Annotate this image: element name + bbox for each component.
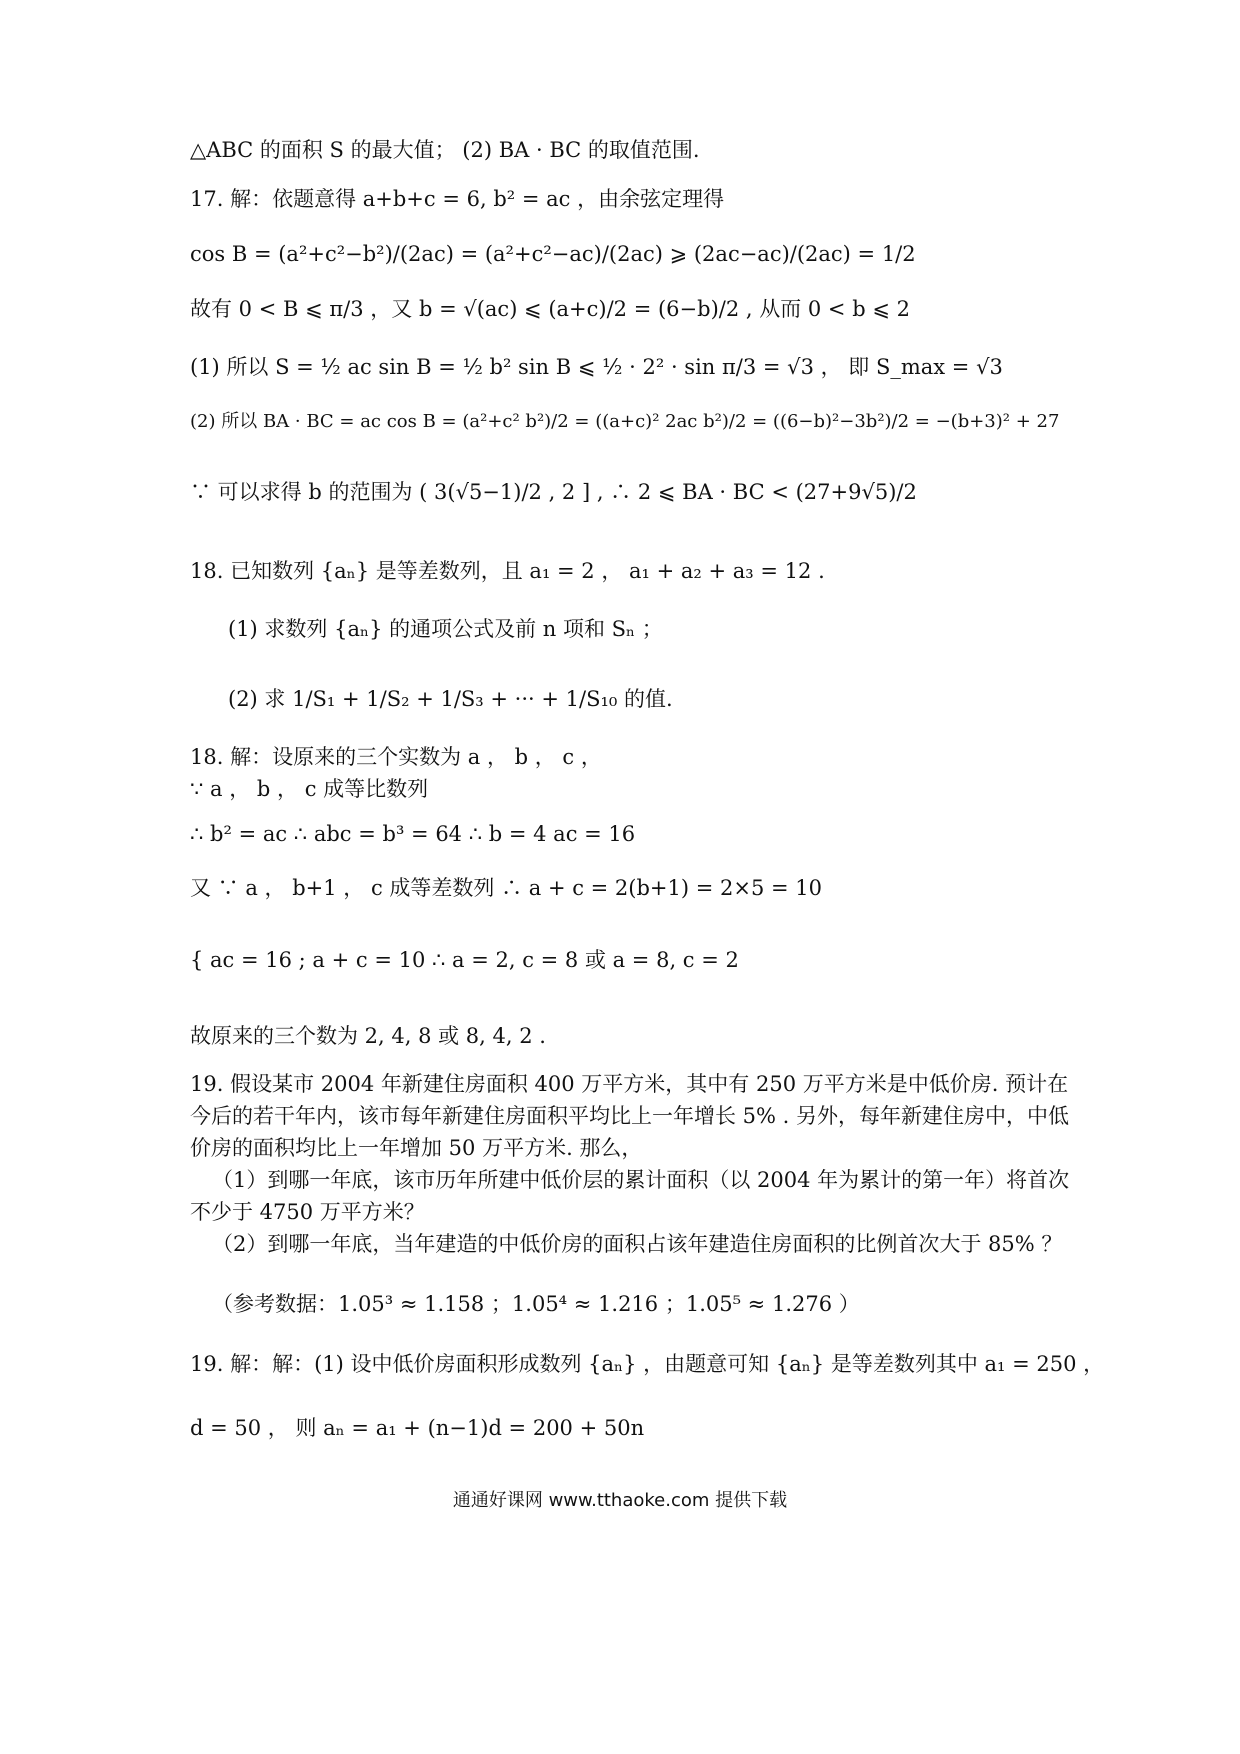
solution-18-line: ∵ a ， b ， c 成等比数列 [190,777,429,801]
solution-18-conclusion: 故原来的三个数为 2, 4, 8 或 8, 4, 2 . [190,1024,546,1048]
solution-18-system: { ac = 16 ; a + c = 10 ∴ a = 2, c = 8 或 a = 8, c = 2 [190,948,739,972]
question-19-text: 19. 假设某市 2004 年新建住房面积 400 万平方米，其中有 250 万平方米是中低价房. 预计在今后的若干年内，该市每年新建住房面积平均比上一年增长 5% . 另外，每年新建住房中，中低价房的面积均比上一年增加 50 万平方米. 那么， [190,1072,1070,1160]
text-line: △ABC 的面积 S 的最大值； (2) BA · BC 的取值范围. [190,138,700,162]
formula-line: (2) 所以 BA · BC = ac cos B = (a²+c² b²)/2 = ((a+c)² 2ac b²)/2 = ((6−b)²−3b²)/2 = −(b+3)² + 27 [190,411,1060,432]
question-18-title: 18. 已知数列 {aₙ} 是等差数列，且 a₁ = 2 ， a₁ + a₂ + a₃ = 12 . [190,559,825,583]
question-18-part2: (2) 求 1/S₁ + 1/S₂ + 1/S₃ + ··· + 1/S₁₀ 的值. [228,687,673,711]
formula-line: ∵ 可以求得 b 的范围为 ( 3(√5−1)/2 , 2 ] , ∴ 2 ⩽ BA · BC < (27+9√5)/2 [190,480,917,504]
text-line: 17. 解：依题意得 a+b+c = 6, b² = ac ，由余弦定理得 [190,187,725,211]
solution-19-line: d = 50 ， 则 aₙ = a₁ + (n−1)d = 200 + 50n [190,1416,645,1440]
solution-18-line: 18. 解：设原来的三个实数为 a ， b ， c ， [190,745,602,769]
question-19-part1: （1）到哪一年底，该市历年所建中低价层的累计面积（以 2004 年为累计的第一年）将首次不少于 4750 万平方米？ [190,1168,1070,1224]
formula-line: cos B = (a²+c²−b²)/(2ac) = (a²+c²−ac)/(2ac) ⩾ (2ac−ac)/(2ac) = 1/2 [190,242,916,266]
solution-18-line: 又 ∵ a ， b+1 ， c 成等差数列 ∴ a + c = 2(b+1) = 2×5 = 10 [190,876,823,900]
solution-19-line: 19. 解：解：(1) 设中低价房面积形成数列 {aₙ} ，由题意可知 {aₙ} 是等差数列其中 a₁ = 250 ， [190,1352,1105,1376]
question-18-part1: (1) 求数列 {aₙ} 的通项公式及前 n 项和 Sₙ ； [228,617,663,641]
solution-18-line: ∴ b² = ac ∴ abc = b³ = 64 ∴ b = 4 ac = 16 [190,822,636,846]
reference-data: （参考数据：1.05³ ≈ 1.158 ；1.05⁴ ≈ 1.216 ；1.05⁵ ≈ 1.276 ） [212,1292,860,1316]
footer-source: 通通好课网 www.tthaoke.com 提供下载 [452,1490,788,1511]
question-19-part2: （2）到哪一年底，当年建造的中低价房的面积占该年建造住房面积的比例首次大于 85% ？ [212,1232,1063,1256]
formula-line: (1) 所以 S = ½ ac sin B = ½ b² sin B ⩽ ½ · 2² · sin π/3 = √3 ， 即 S_max = √3 [190,355,1003,379]
formula-line: 故有 0 < B ⩽ π/3 ，又 b = √(ac) ⩽ (a+c)/2 = (6−b)/2 , 从而 0 < b ⩽ 2 [190,297,910,321]
